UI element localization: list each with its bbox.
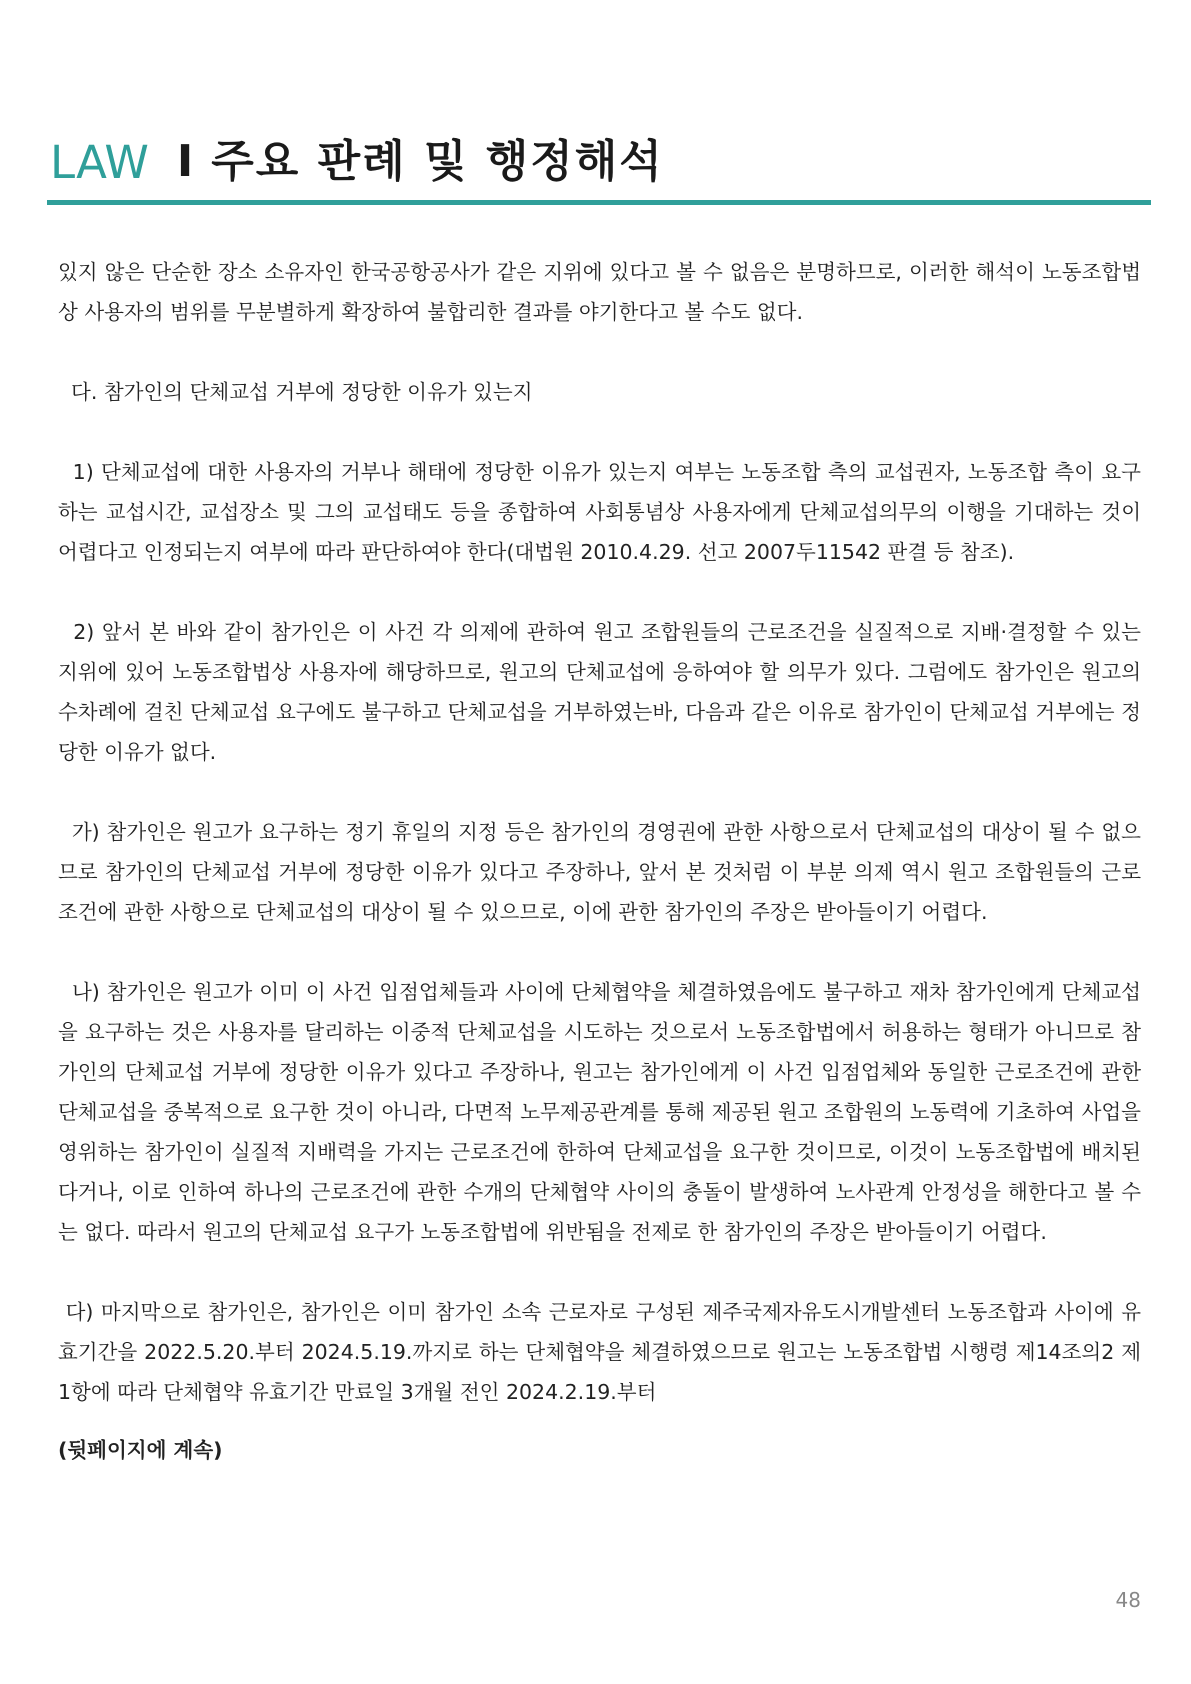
paragraph: 2) 앞서 본 바와 같이 참가인은 이 사건 각 의제에 관하여 원고 조합원들의 근로조건을 실질적으로 지배·결정할 수 있는 지위에 있어 노동조합법상 사용자에 해당하므로, 원고의 단체교섭에 응하여야 할 의무가 있다. 그럼에도 참가인은 원고의 수차례에 걸친 단체교섭 요구에도 불구하고 단체교섭을 거부하였는바, 다음과 같은 이유로 참가인이 단체교섭 거부에는 정당한 이유가 없다. (58, 620, 1148, 764)
paragraph: 있지 않은 단순한 장소 소유자인 한국공항공사가 같은 지위에 있다고 볼 수 없음은 분명하므로, 이러한 해석이 노동조합법상 사용자의 범위를 무분별하게 확장하여 불합리한 결과를 야기한다고 볼 수도 없다. (58, 260, 1141, 324)
paragraph: 가) 참가인은 원고가 요구하는 정기 휴일의 지정 등은 참가인의 경영권에 관한 사항으로서 단체교섭의 대상이 될 수 없으므로 참가인의 단체교섭 거부에 정당한 이유가 있다고 주장하나, 앞서 본 것처럼 이 부분 의제 역시 원고 조합원들의 근로조건에 관한 사항으로 단체교섭의 대상이 될 수 있으므로, 이에 관한 참가인의 주장은 받아들이기 어렵다. (58, 820, 1141, 924)
paragraph: 다) 마지막으로 참가인은, 참가인은 이미 참가인 소속 근로자로 구성된 제주국제자유도시개발센터 노동조합과 사이에 유효기간을 2022.5.20.부터 2024.5.19.까지로 하는 단체협약을 체결하였으므로 원고는 노동조합법 시행령 제14조의2 제1항에 따라 단체협약 유효기간 만료일 3개월 전인 2024.2.19.부터 (58, 1300, 1142, 1404)
paragraph: 1) 단체교섭에 대한 사용자의 거부나 해태에 정당한 이유가 있는지 여부는 노동조합 측의 교섭권자, 노동조합 측이 요구하는 교섭시간, 교섭장소 및 그의 교섭태도 등을 종합하여 사회통념상 사용자에게 단체교섭의무의 이행을 기대하는 것이 어렵다고 인정되는지 여부에 따라 판단하여야 한다(대법원 2010.4.29. 선고 2007두11542 판결 등 참조). (58, 460, 1148, 564)
section-heading: 다. 참가인의 단체교섭 거부에 정당한 이유가 있는지 (58, 380, 533, 404)
page-title: 주요 판례 및 행정해석 (211, 136, 664, 187)
page-number: 48 (1115, 1588, 1141, 1612)
page-header (50, 126, 664, 198)
document-body (58, 252, 1148, 1487)
header-rule (47, 200, 1151, 205)
title-separator: I (176, 136, 194, 187)
paragraph: 나) 참가인은 원고가 이미 이 사건 입점업체들과 사이에 단체협약을 체결하였음에도 불구하고 재차 참가인에게 단체교섭을 요구하는 것은 사용자를 달리하는 이중적 단체교섭을 시도하는 것으로서 노동조합법에서 허용하는 형태가 아니므로 참가인의 단체교섭 거부에 정당한 이유가 있다고 주장하나, 원고는 참가인에게 이 사건 입점업체와 동일한 근로조건에 관한 단체교섭을 중복적으로 요구한 것이 아니라, 다면적 노무제공관계를 통해 제공된 원고 조합원의 노동력에 기초하여 사업을 영위하는 참가인이 실질적 지배력을 가지는 근로조건에 한하여 단체교섭을 요구한 것이므로, 이것이 노동조합법에 배치된다거나, 이로 인하여 하나의 근로조건에 관한 수개의 단체협약 사이의 충돌이 발생하여 노사관계 안정성을 해한다고 볼 수는 없다. 따라서 원고의 단체교섭 요구가 노동조합법에 위반됨을 전제로 한 참가인의 주장은 받아들이기 어렵다. (58, 980, 1148, 1244)
section-label: LAW (50, 135, 149, 189)
continued-note: (뒷페이지에 계속) (58, 1437, 223, 1462)
